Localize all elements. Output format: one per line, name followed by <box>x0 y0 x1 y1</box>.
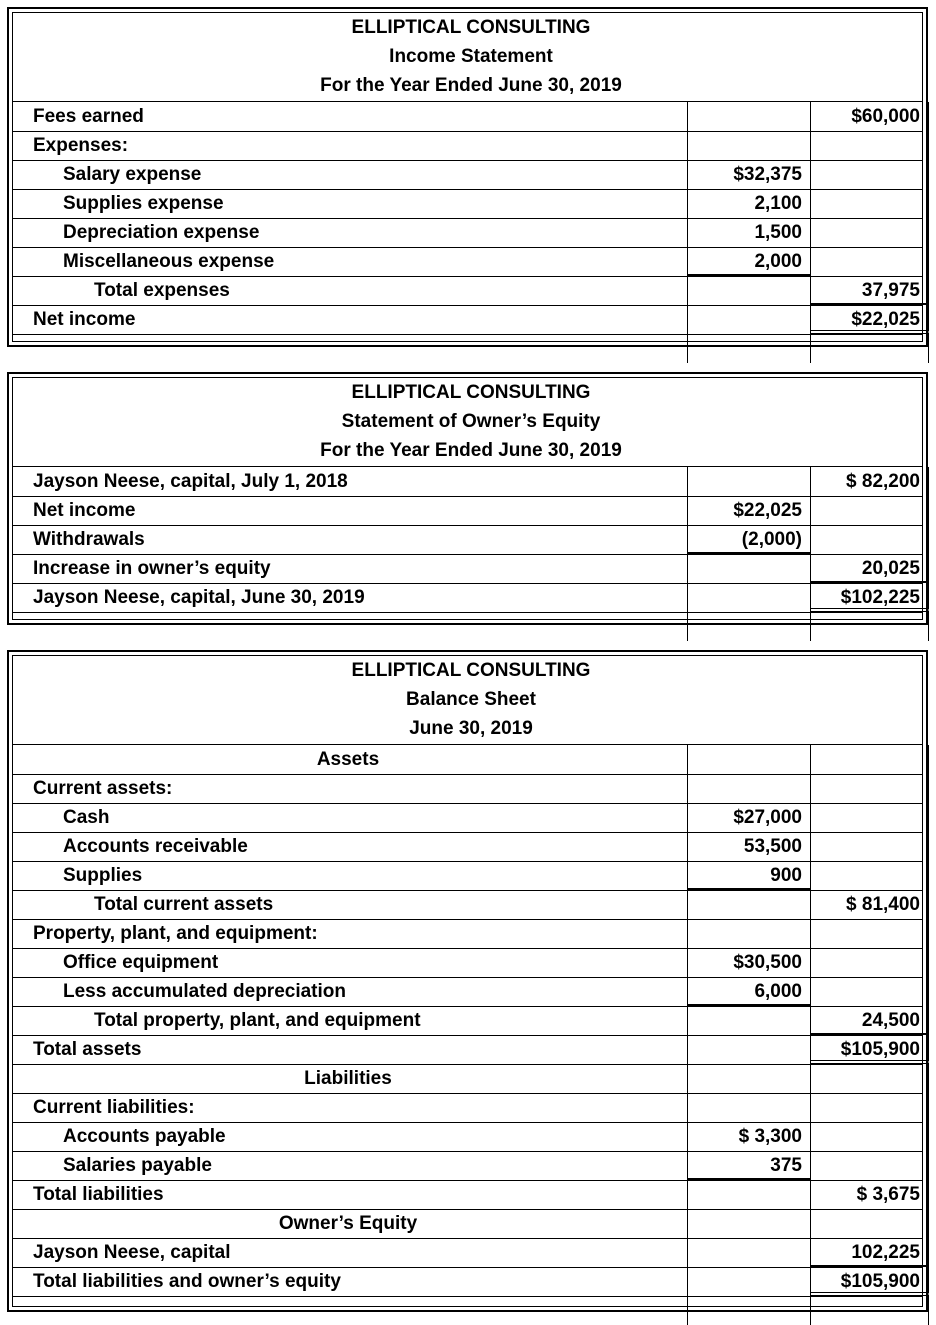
amount-value: $105,900 <box>840 1271 920 1292</box>
amount-column-total <box>810 467 929 496</box>
line-item-label: Total expenses <box>94 280 230 301</box>
line-item-label: Withdrawals <box>33 529 145 550</box>
statement-row-accounts-payable <box>13 1122 922 1152</box>
line-item-label: Supplies <box>63 865 143 886</box>
amount-column-total <box>810 1296 929 1325</box>
statement-row-jayson-neese-capital <box>13 1238 922 1268</box>
amount-column-detail <box>687 1151 811 1180</box>
statement-header <box>13 13 922 102</box>
amount-value: 37,975 <box>861 280 920 301</box>
amount-column-detail <box>687 1006 811 1035</box>
line-item-label: Less accumulated depreciation <box>63 981 346 1002</box>
amount-column-detail <box>687 554 811 583</box>
amount-column-total <box>810 861 929 890</box>
statement-title: Income Statement <box>389 46 553 67</box>
amount-column-detail <box>687 189 811 218</box>
amount-column-total <box>810 276 929 305</box>
amount-value: $ 3,300 <box>738 1126 802 1147</box>
line-item-label: Total property, plant, and equipment <box>94 1010 421 1031</box>
amount-column-total <box>810 832 929 861</box>
statement-row-supplies <box>13 861 922 891</box>
amount-column-total <box>810 890 929 919</box>
line-item-label: Salaries payable <box>63 1155 212 1176</box>
amount-column-detail <box>687 583 811 612</box>
line-item-label: Jayson Neese, capital <box>33 1242 231 1263</box>
amount-column-detail <box>687 948 811 977</box>
amount-value: $30,500 <box>733 952 802 973</box>
amount-value: $ 82,200 <box>846 471 920 492</box>
line-item-label: Net income <box>33 500 136 521</box>
line-item-label: Net income <box>33 309 136 330</box>
statement-row-blank <box>13 334 922 363</box>
line-item-label: Current assets: <box>33 778 173 799</box>
amount-value: 24,500 <box>861 1010 920 1031</box>
amount-column-detail <box>687 276 811 305</box>
amount-column-total <box>810 1238 929 1267</box>
statement-row-miscellaneous-expense <box>13 247 922 277</box>
statement-row-total-property-plant-and-equipment <box>13 1006 922 1036</box>
amount-column-detail <box>687 977 811 1006</box>
amount-column-detail <box>687 525 811 554</box>
amount-column-detail <box>687 774 811 803</box>
statement-row-accounts-receivable <box>13 832 922 862</box>
amount-column-total <box>810 1093 929 1122</box>
amount-column-total <box>810 1035 929 1064</box>
amount-column-detail <box>687 890 811 919</box>
amount-column-detail <box>687 218 811 247</box>
amount-value: 900 <box>770 865 802 886</box>
statement-row-fees-earned <box>13 102 922 132</box>
statement-row-owner-s-equity <box>13 1209 922 1239</box>
line-item-label: Fees earned <box>33 106 144 127</box>
amount-column-total <box>810 160 929 189</box>
statement-row-total-current-assets <box>13 890 922 920</box>
amount-column-total <box>810 247 929 276</box>
amount-column-total <box>810 496 929 525</box>
statement-header <box>13 378 922 467</box>
statement-period: June 30, 2019 <box>409 718 533 739</box>
line-item-label: Depreciation expense <box>63 222 260 243</box>
line-item-label: Total liabilities and owner’s equity <box>33 1271 341 1292</box>
statement-row-total-liabilities <box>13 1180 922 1210</box>
amount-column-total <box>810 1209 929 1238</box>
amount-column-total <box>810 919 929 948</box>
statement-row-withdrawals <box>13 525 922 555</box>
amount-column-detail <box>687 1238 811 1267</box>
statement-row-total-liabilities-and-owner-s-equity <box>13 1267 922 1297</box>
statement-row-liabilities <box>13 1064 922 1094</box>
statement-row-increase-in-owner-s-equity <box>13 554 922 584</box>
income-statement <box>7 7 928 347</box>
amount-value: $22,025 <box>851 309 920 330</box>
amount-value: (2,000) <box>741 529 802 550</box>
statement-row-jayson-neese-capital-june-30-2019 <box>13 583 922 613</box>
amount-column-detail <box>687 612 811 641</box>
amount-value: $60,000 <box>851 106 920 127</box>
line-item-label: Accounts receivable <box>63 836 248 857</box>
statement-row-cash <box>13 803 922 833</box>
company-name: ELLIPTICAL CONSULTING <box>351 660 591 681</box>
amount-value: 2,100 <box>754 193 802 214</box>
statement-row-net-income <box>13 496 922 526</box>
amount-column-total <box>810 131 929 160</box>
amount-column-detail <box>687 334 811 363</box>
amount-column-detail <box>687 305 811 334</box>
statement-row-less-accumulated-depreciation <box>13 977 922 1007</box>
section-heading: Liabilities <box>304 1068 392 1089</box>
statement-row-current-assets <box>13 774 922 804</box>
line-item-label: Total current assets <box>94 894 274 915</box>
amount-column-detail <box>687 861 811 890</box>
amount-column-detail <box>687 919 811 948</box>
line-item-label: Office equipment <box>63 952 219 973</box>
amount-value: $27,000 <box>733 807 802 828</box>
amount-value: 102,225 <box>851 1242 920 1263</box>
amount-column-detail <box>687 247 811 276</box>
amount-column-total <box>810 977 929 1006</box>
amount-column-total <box>810 803 929 832</box>
amount-column-detail <box>687 803 811 832</box>
amount-column-total <box>810 612 929 641</box>
amount-column-detail <box>687 745 811 774</box>
statement-row-expenses <box>13 131 922 161</box>
balance-sheet <box>7 650 928 1312</box>
amount-column-detail <box>687 131 811 160</box>
line-item-label: Total assets <box>33 1039 142 1060</box>
line-item-label: Expenses: <box>33 135 129 156</box>
statement-row-blank <box>13 1296 922 1325</box>
statement-row-blank <box>13 612 922 641</box>
amount-column-detail <box>687 496 811 525</box>
amount-column-total <box>810 1006 929 1035</box>
amount-column-detail <box>687 467 811 496</box>
statement-row-office-equipment <box>13 948 922 978</box>
amount-column-total <box>810 334 929 363</box>
amount-value: $102,225 <box>840 587 920 608</box>
statement-row-property-plant-and-equipment <box>13 919 922 949</box>
statement-period: For the Year Ended June 30, 2019 <box>320 75 622 96</box>
amount-column-total <box>810 1151 929 1180</box>
amount-column-total <box>810 305 929 334</box>
statement-row-assets <box>13 745 922 775</box>
line-item-label: Cash <box>63 807 110 828</box>
amount-column-detail <box>687 1093 811 1122</box>
statement-row-supplies-expense <box>13 189 922 219</box>
amount-column-detail <box>687 832 811 861</box>
amount-column-total <box>810 554 929 583</box>
amount-value: 375 <box>770 1155 802 1176</box>
amount-value: $22,025 <box>733 500 802 521</box>
amount-value: $ 81,400 <box>846 894 920 915</box>
statement-row-salaries-payable <box>13 1151 922 1181</box>
statement-header <box>13 656 922 745</box>
amount-column-detail <box>687 1296 811 1325</box>
amount-column-total <box>810 102 929 131</box>
amount-column-total <box>810 218 929 247</box>
amount-column-total <box>810 583 929 612</box>
statement-title: Balance Sheet <box>406 689 536 710</box>
amount-column-total <box>810 1122 929 1151</box>
amount-value: 1,500 <box>754 222 802 243</box>
company-name: ELLIPTICAL CONSULTING <box>351 17 591 38</box>
statement-row-net-income <box>13 305 922 335</box>
amount-value: $ 3,675 <box>856 1184 920 1205</box>
statement-title: Statement of Owner’s Equity <box>341 411 601 432</box>
section-heading: Assets <box>316 749 380 770</box>
statement-row-depreciation-expense <box>13 218 922 248</box>
amount-column-total <box>810 745 929 774</box>
amount-value: 53,500 <box>743 836 802 857</box>
line-item-label: Supplies expense <box>63 193 224 214</box>
amount-column-total <box>810 525 929 554</box>
amount-column-total <box>810 1180 929 1209</box>
line-item-label: Current liabilities: <box>33 1097 195 1118</box>
line-item-label: Total liabilities <box>33 1184 164 1205</box>
amount-column-detail <box>687 1180 811 1209</box>
amount-column-total <box>810 189 929 218</box>
line-item-label: Accounts payable <box>63 1126 226 1147</box>
amount-column-detail <box>687 102 811 131</box>
amount-column-detail <box>687 1209 811 1238</box>
line-item-label: Jayson Neese, capital, July 1, 2018 <box>33 471 348 492</box>
section-heading: Owner’s Equity <box>278 1213 418 1234</box>
amount-column-detail <box>687 160 811 189</box>
statement-row-total-expenses <box>13 276 922 306</box>
line-item-label: Jayson Neese, capital, June 30, 2019 <box>33 587 365 608</box>
amount-column-total <box>810 1267 929 1296</box>
amount-column-detail <box>687 1035 811 1064</box>
amount-column-total <box>810 948 929 977</box>
owners-equity-statement <box>7 372 928 625</box>
statement-row-salary-expense <box>13 160 922 190</box>
amount-value: 20,025 <box>861 558 920 579</box>
amount-value: 6,000 <box>754 981 802 1002</box>
line-item-label: Increase in owner’s equity <box>33 558 271 579</box>
amount-value: $105,900 <box>840 1039 920 1060</box>
amount-column-detail <box>687 1122 811 1151</box>
line-item-label: Salary expense <box>63 164 202 185</box>
amount-column-detail <box>687 1064 811 1093</box>
amount-column-total <box>810 774 929 803</box>
amount-value: $32,375 <box>733 164 802 185</box>
amount-column-total <box>810 1064 929 1093</box>
company-name: ELLIPTICAL CONSULTING <box>351 382 591 403</box>
statement-row-current-liabilities <box>13 1093 922 1123</box>
statement-row-total-assets <box>13 1035 922 1065</box>
line-item-label: Miscellaneous expense <box>63 251 275 272</box>
line-item-label: Property, plant, and equipment: <box>33 923 318 944</box>
statement-row-jayson-neese-capital-july-1-2018 <box>13 467 922 497</box>
amount-column-detail <box>687 1267 811 1296</box>
amount-value: 2,000 <box>754 251 802 272</box>
statement-period: For the Year Ended June 30, 2019 <box>320 440 622 461</box>
